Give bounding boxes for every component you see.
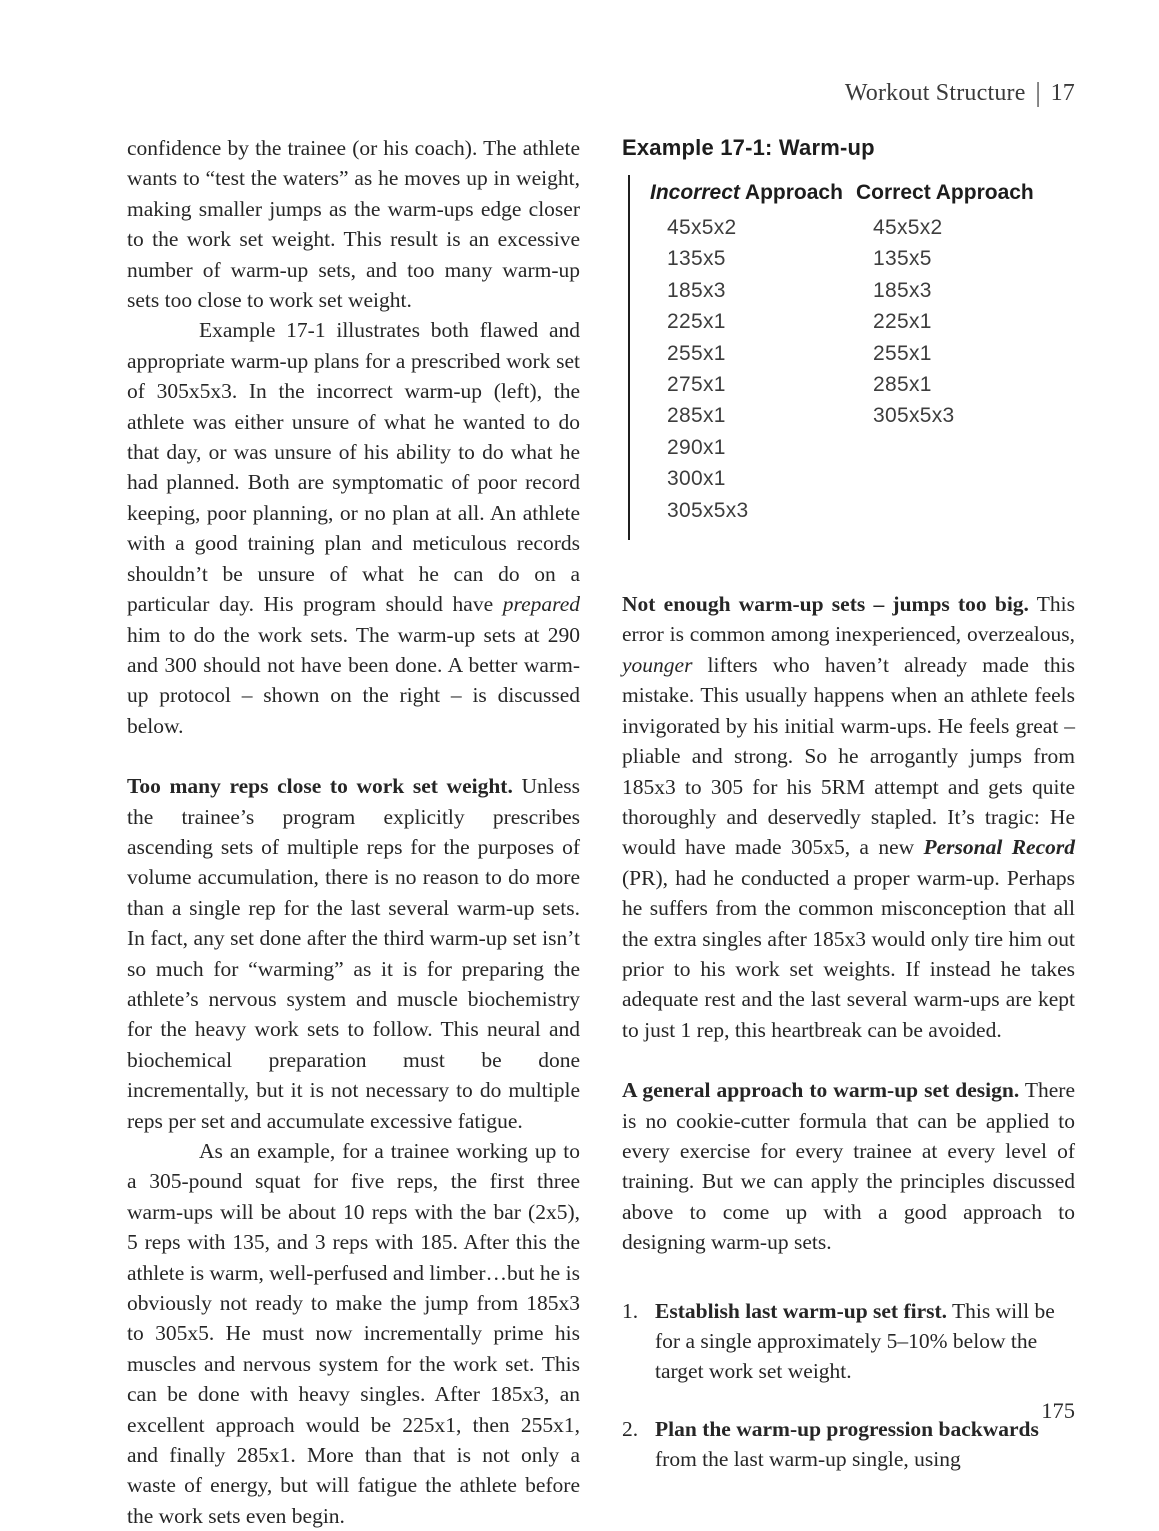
left-column	[127, 133, 580, 1531]
two-column-layout	[127, 133, 1075, 1531]
table-row: 185x3	[667, 278, 726, 302]
table-row: 305x5x3	[667, 498, 749, 522]
table-row: 225x1	[873, 310, 932, 334]
paragraph-not-enough-warmup: Not enough warm-up sets – jumps too big. This error is common among inexperienced, overzealous, younger lifters who haven’t already made this mistake. This usually happens when an athlete feels invigorated by his initial warm-ups. He feels great – pliable and strong. So he arrogantly jumps from 185x3 to 305 for his 5RM attempt and gets quite thoroughly and deservedly stapled. It’s tragic: He would have made 305x5, a new Personal Record (PR), had he conducted a proper warm-up. Perhaps he suffers from the common misconception that all the extra singles after 185x3 would only tire him out prior to his work set weights. If instead he takes adequate rest and the last several warm-ups are kept to just 1 rep, this heartbreak can be avoided.	[622, 592, 1075, 1042]
table-row: 135x5	[873, 247, 932, 271]
table-row: 305x5x3	[873, 404, 955, 428]
table-row: 285x1	[873, 373, 932, 397]
table-row: 135x5	[667, 247, 726, 271]
table-row: 185x3	[873, 278, 932, 302]
paragraph-too-many-reps: Too many reps close to work set weight. Unless the trainee’s program explicitly prescribes ascending sets of multiple reps for the purposes of volume accumulation, there is no reason to do more than a single rep for the last several warm-up sets. In fact, any set done after the third warm-up set isn’t so much for “warming” as it is for preparing the athlete’s nervous system and muscle biochemistry for the heavy work sets to follow. This neural and biochemical preparation must be done incrementally, but it is not necessary to do multiple reps per set and accumulate excessive fatigue.	[127, 774, 580, 1133]
running-head	[127, 78, 1075, 108]
list-item	[622, 1296, 1075, 1387]
list-item-text: Plan the warm-up progression backwards from the last warm-up single, using	[655, 1416, 1039, 1472]
table-row: 290x1	[667, 435, 726, 459]
incorrect-approach-column	[650, 177, 856, 526]
list-item-text: Establish last warm-up set first. This will be for a single approximately 5–10% below the target work set weight.	[655, 1298, 1055, 1384]
running-head-divider: |	[1035, 78, 1041, 108]
running-head-title: Workout Structure	[844, 80, 1026, 106]
correct-approach-header: Correct Approach	[856, 181, 1034, 204]
numbered-list	[622, 1296, 1075, 1475]
running-head-chapter: 17	[1050, 80, 1075, 106]
table-row: 225x1	[667, 310, 726, 334]
table-row: 45x5x2	[873, 216, 943, 239]
paragraph-general-approach: A general approach to warm-up set design. There is no cookie-cutter formula that can be applied to every exercise for every trainee at every level of training. But we can apply the principles discussed above to come up with a good approach to designing warm-up sets.	[622, 1078, 1075, 1255]
correct-approach-column	[856, 177, 1034, 526]
table-row: 45x5x2	[667, 216, 737, 239]
list-item-number: 2.	[622, 1416, 639, 1441]
table-row: 275x1	[667, 373, 726, 397]
list-item-number: 1.	[622, 1298, 639, 1323]
table-row: 285x1	[667, 404, 726, 428]
list-item	[622, 1414, 1075, 1475]
incorrect-approach-header: Incorrect Approach	[650, 181, 843, 204]
warmup-comparison-table	[628, 175, 1075, 540]
right-column	[622, 133, 1075, 1502]
paragraph-example-17-1: Example 17-1 illustrates both flawed and appropriate warm-up plans for a prescribed work set of 305x5x3. In the incorrect warm-up (left), the athlete was either unsure of what he wanted to do that day, or was unsure of his ability to do what he had planned. Both are symptomatic of poor record keeping, poor planning, or no plan at all. An athlete with a good training plan and meticulous records shouldn’t be unsure of what he can do on a particular day. His program should have prepared him to do the work sets. The warm-up sets at 290 and 300 should not have been done. A better warm-up protocol – shown on the right – is discussed below.	[127, 318, 580, 738]
table-row: 300x1	[667, 467, 726, 491]
table-row: 255x1	[873, 341, 932, 365]
example-title: Example 17-1: Warm-up	[622, 135, 875, 160]
paragraph-continuation: confidence by the trainee (or his coach). The athlete wants to “test the waters” as he moves up in weight, making smaller jumps as the warm-ups edge closer to the work set weight. This result is an excessive number of warm-up sets, and too many warm-up sets too close to work set weight.	[127, 136, 580, 313]
paragraph-as-an-example: As an example, for a trainee working up to a 305-pound squat for five reps, the first three warm-ups will be about 10 reps with the bar (2x5), 5 reps with 135, and 3 reps with 185. After this the athlete is warm, well-perfused and limber…but he is obviously not ready to make the jump from 185x3 to 305x5. He must now incrementally prime his muscles and nervous system for the work set. This can be done with heavy singles. After 185x3, an excellent approach would be 225x1, then 255x1, and finally 285x1. More than that is not only a waste of energy, but will fatigue the athlete before the work sets even begin.	[127, 1139, 580, 1528]
page-number: 175	[1041, 1398, 1075, 1423]
table-row: 255x1	[667, 341, 726, 365]
